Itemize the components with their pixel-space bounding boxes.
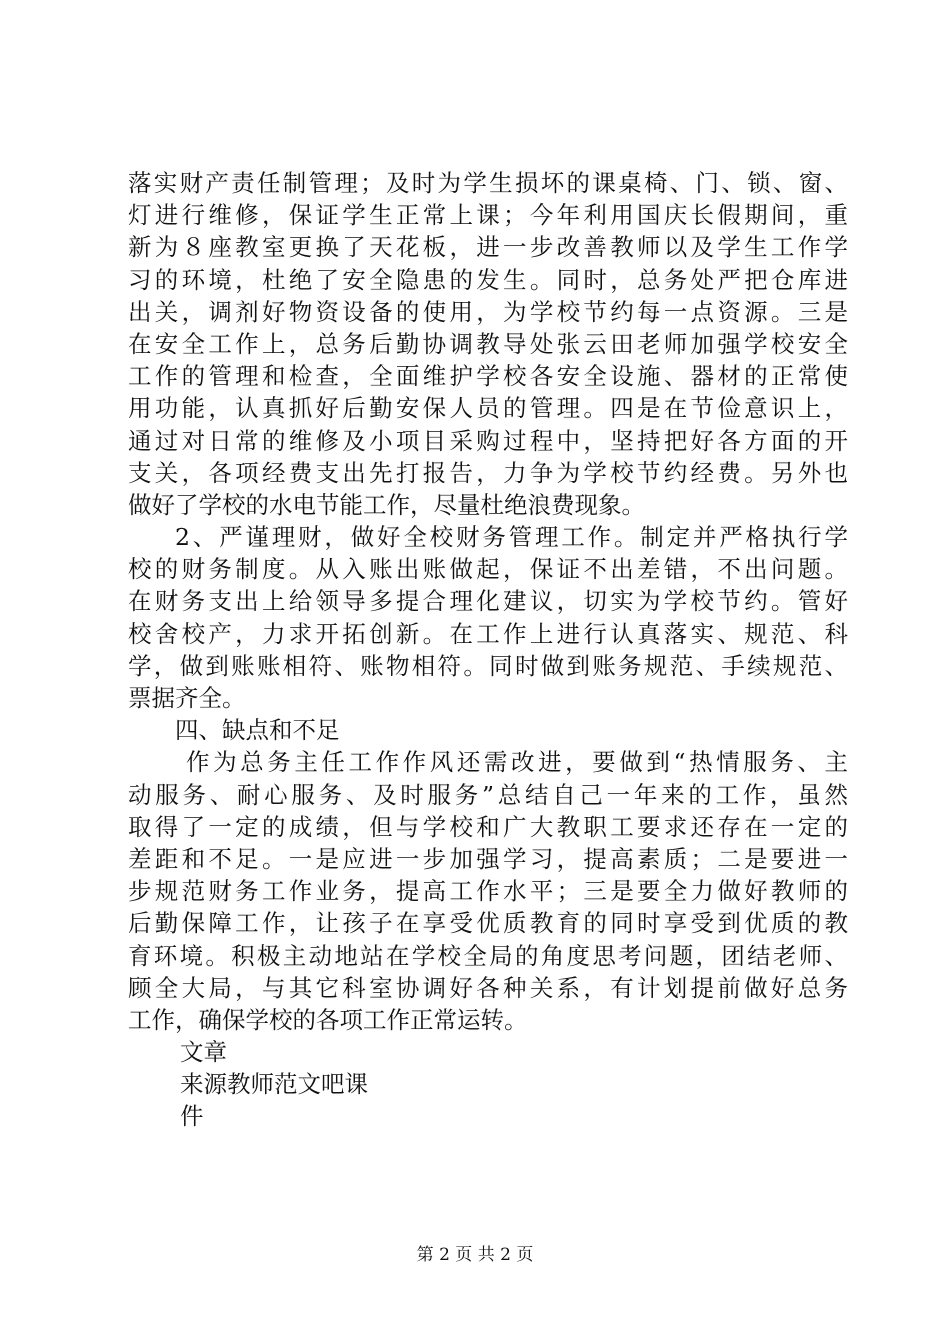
body-line: 用功能，认真抓好后勤安保人员的管理。四是在节俭意识上， [128, 394, 848, 423]
body-line: 落实财产责任制管理；及时为学生损坏的课桌椅、门、锁、窗、 [128, 169, 848, 197]
paragraph-start-line: 作为总务主任工作作风还需改进，要做到“热情服务、主 [186, 748, 848, 777]
body-line: 工作，确保学校的各项工作正常运转。 [128, 1005, 528, 1034]
page-number: 第 2 页 共 2 页 [416, 1245, 534, 1265]
body-line: 校的财务制度。从入账出账做起，保证不出差错，不出问题。 [128, 555, 848, 584]
body-line: 校舍校产，力求开拓创新。在工作上进行认真落实、规范、科 [128, 619, 848, 648]
section-heading: 四、缺点和不足 [175, 716, 340, 745]
body-line: 顾全大局，与其它科室协调好各种关系，有计划提前做好总务 [128, 973, 848, 1002]
body-line: 做好了学校的水电节能工作，尽量杜绝浪费现象。 [128, 490, 645, 519]
body-line: 习的环境，杜绝了安全隐患的发生。同时，总务处严把仓库进 [128, 265, 848, 294]
body-line: 新为８座教室更换了天花板，进一步改善教师以及学生工作学 [128, 233, 848, 262]
body-line: 在安全工作上，总务后勤协调教导处张云田老师加强学校安全 [128, 329, 848, 358]
document-body [128, 167, 848, 1133]
body-line: 工作的管理和检查，全面维护学校各安全设施、器材的正常使 [128, 362, 848, 391]
body-line: 通过对日常的维修及小项目采购过程中，坚持把好各方面的开 [128, 426, 848, 455]
source-note-line: 来源教师范文吧课 [180, 1070, 368, 1099]
paragraph-start-line: 2、严谨理财，做好全校财务管理工作。制定并严格执行学 [175, 523, 848, 552]
body-line: 动服务、耐心服务、及时服务”总结自己一年来的工作，虽然 [128, 780, 848, 809]
body-line: 取得了一定的成绩，但与学校和广大教职工要求还存在一定的 [128, 812, 848, 841]
body-line: 后勤保障工作，让孩子在享受优质教育的同时享受到优质的教 [128, 909, 848, 938]
body-line: 出关，调剂好物资设备的使用，为学校节约每一点资源。三是 [128, 297, 848, 326]
body-line: 步规范财务工作业务，提高工作水平；三是要全力做好教师的 [128, 877, 848, 906]
body-line: 育环境。积极主动地站在学校全局的角度思考问题，团结老师、 [128, 941, 848, 970]
source-note-line: 件 [180, 1102, 204, 1131]
body-line: 差距和不足。一是应进一步加强学习，提高素质；二是要进一 [128, 844, 848, 873]
body-line: 灯进行维修，保证学生正常上课；今年利用国庆长假期间，重 [128, 201, 848, 230]
body-line: 学，做到账账相符、账物相符。同时做到账务规范、手续规范、 [128, 651, 848, 680]
body-line: 支关，各项经费支出先打报告，力争为学校节约经费。另外也 [128, 458, 848, 487]
body-line: 在财务支出上给领导多提合理化建议，切实为学校节约。管好 [128, 587, 848, 616]
body-line: 票据齐全。 [128, 684, 246, 712]
source-note-line: 文章 [180, 1038, 227, 1067]
